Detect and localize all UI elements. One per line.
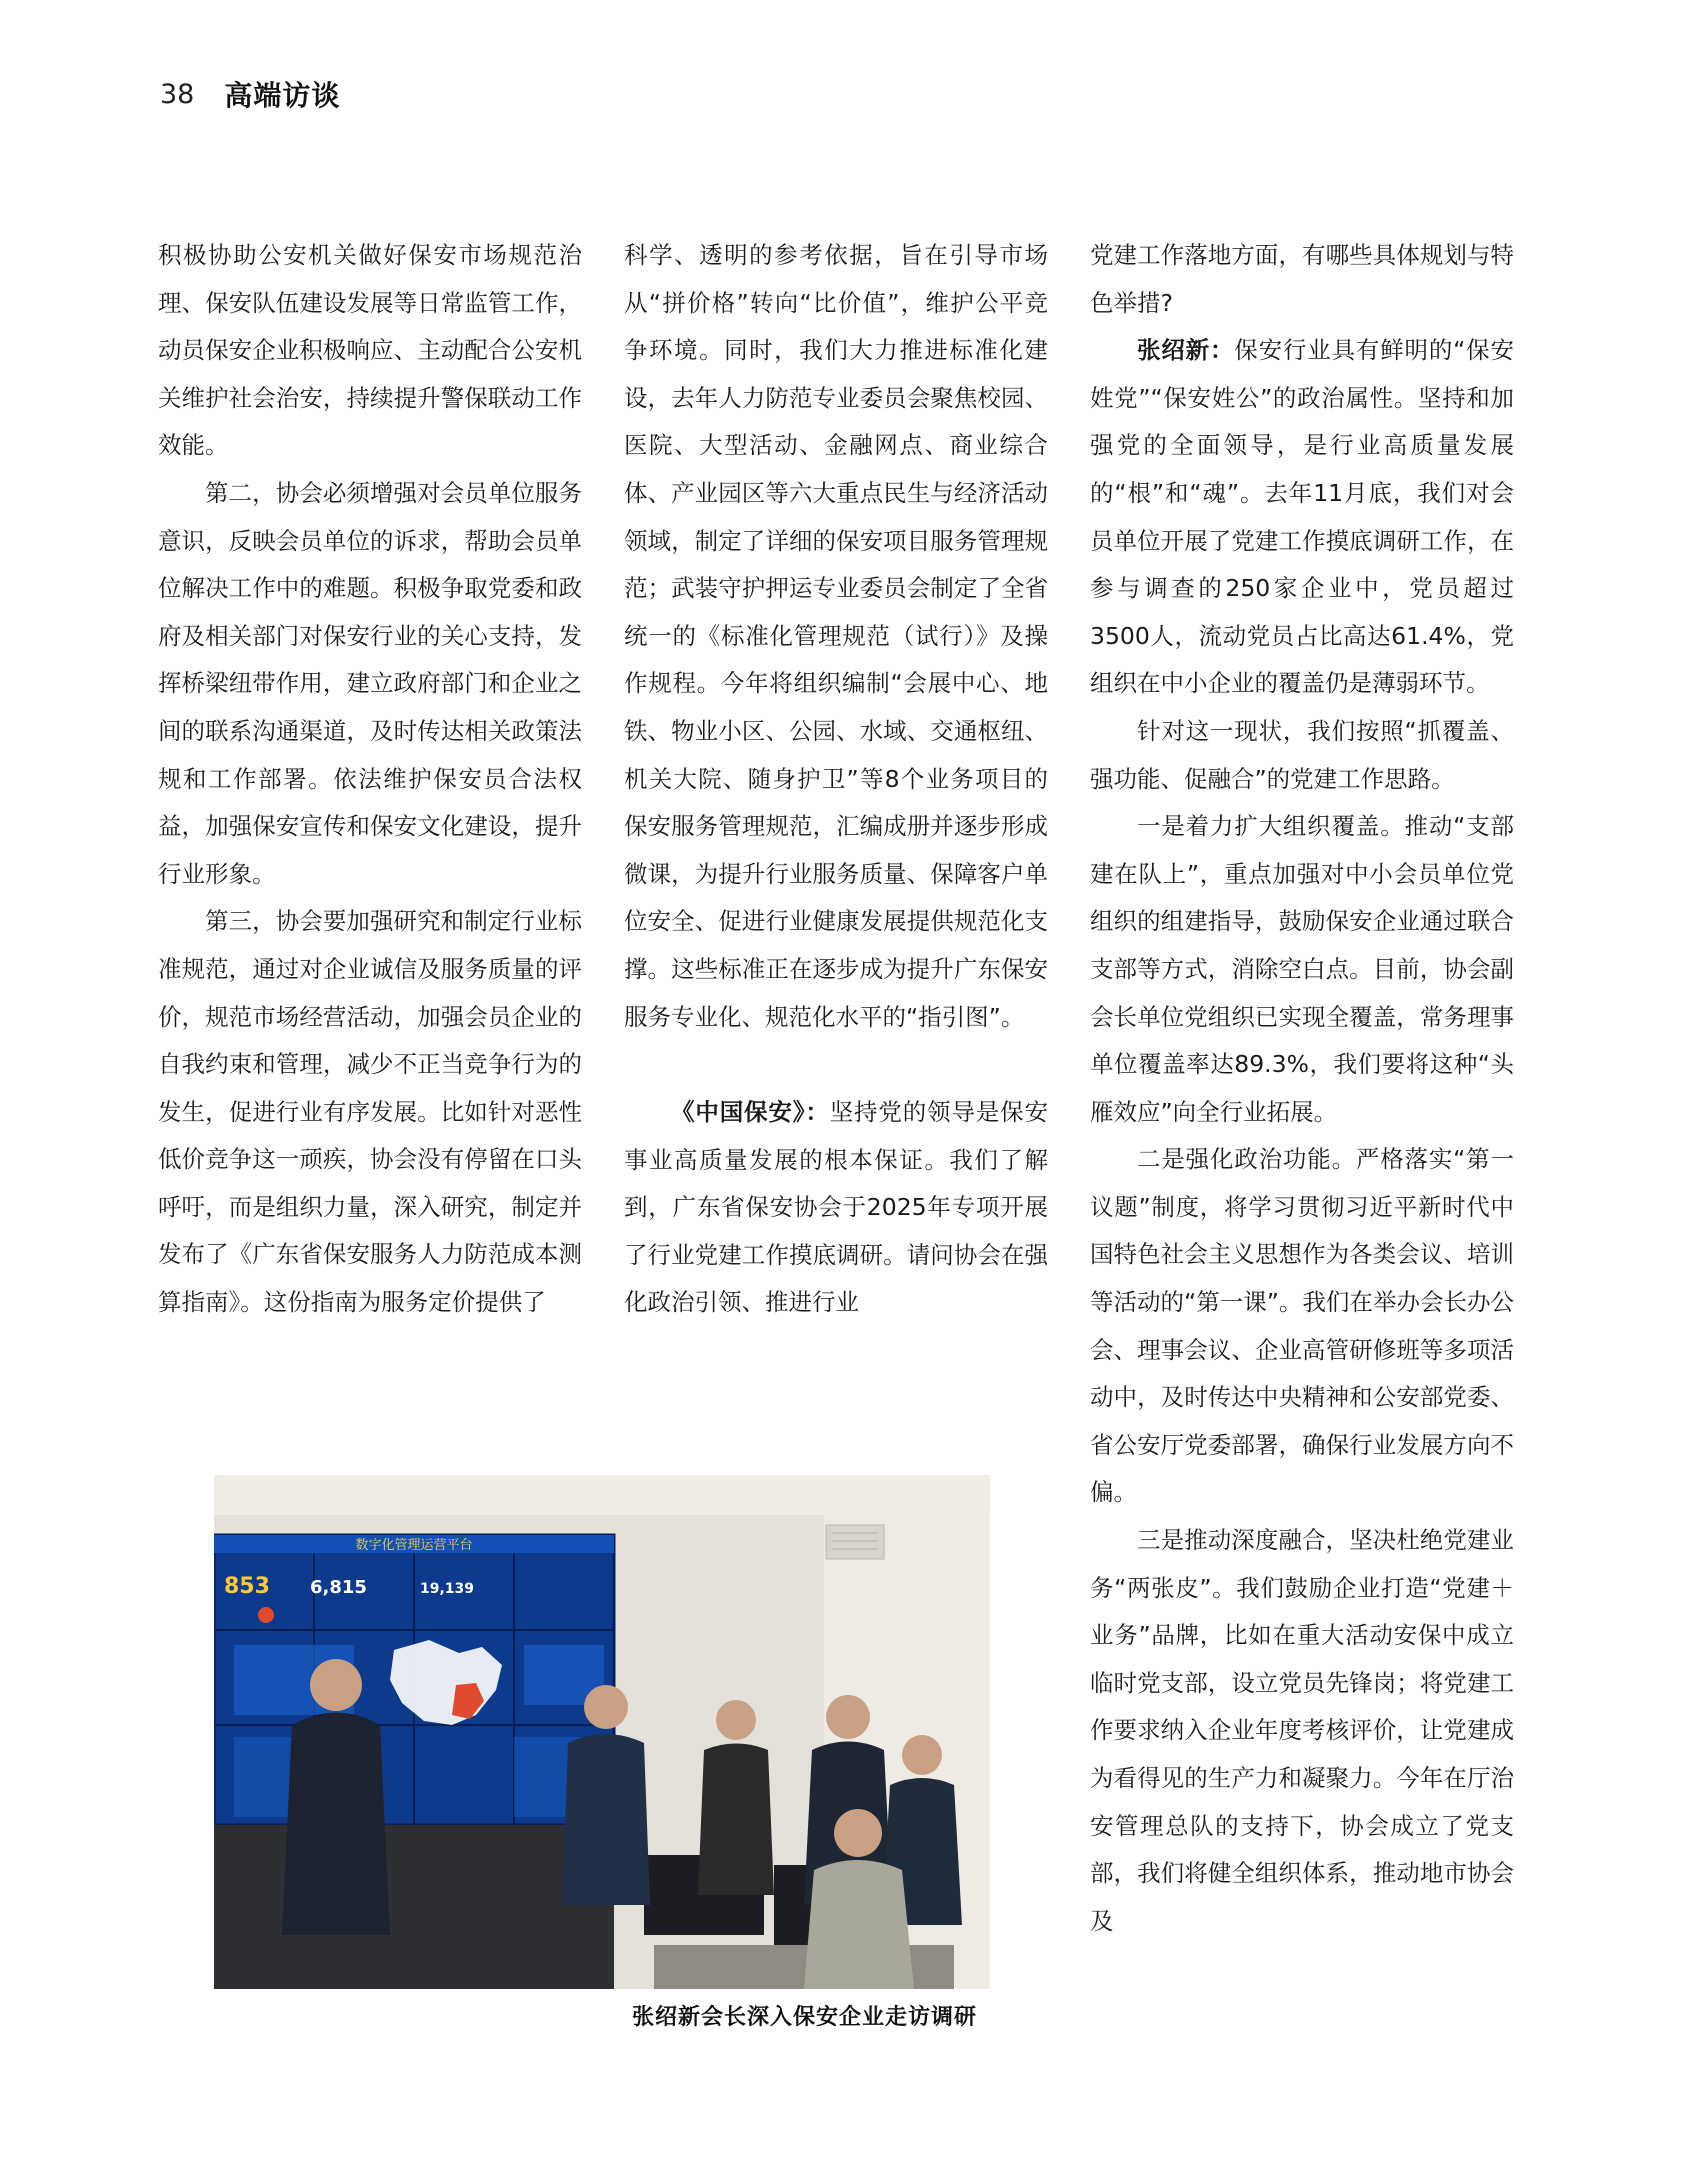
paragraph: 三是推动深度融合，坚决杜绝党建业务“两张皮”。我们鼓励企业打造“党建＋业务”品牌，比如在重大活动安保中成立临时党支部，设立党员先锋岗；将党建工作要求纳入企业年度考核评价，让党建成为看得见的生产力和凝聚力。今年在厅治安管理总队的支持下，协会成立了党支部，我们将健全组织体系，推动地市协会及: [1090, 1526, 1514, 1935]
paragraph: 第二，协会必须增强对会员单位服务意识，反映会员单位的诉求，帮助会员单位解决工作中的难题。积极争取党委和政府及相关部门对保安行业的关心支持，发挥桥梁纽带作用，建立政府部门和企业之间的联系沟通渠道，及时传达相关政策法规和工作部署。依法维护保安员合法权益，加强保安宣传和保安文化建设，提升行业形象。: [158, 478, 582, 888]
ceiling-vent: [826, 1525, 884, 1559]
article-column-1: [158, 232, 582, 1327]
paragraph: 二是强化政治功能。严格落实“第一议题”制度，将学习贯彻习近平新时代中国特色社会主义思想作为各类会议、培训等活动的“第一课”。我们在举办会长办公会、理事会议、企业高管研修班等多项活动中，及时传达中央精神和公安部党委、省公安厅党委部署，确保行业发展方向不偏。: [1090, 1145, 1514, 1507]
section-title: 高端访谈: [224, 79, 341, 112]
paragraph: 第三，协会要加强研究和制定行业标准规范，通过对企业诚信及服务质量的评价，规范市场经营活动，加强会员企业的自我约束和管理，减少不正当竞争行为的发生，促进行业有序发展。比如针对恶性低价竞争这一顽疾，协会没有停留在口头呼吁，而是组织力量，深入研究，制定并发布了《广东省保安服务人力防范成本测算指南》。这份指南为服务定价提供了: [158, 907, 582, 1317]
question-text: 坚持党的领导是保安事业高质量发展的根本保证。我们了解到，广东省保安协会于2025年专项开展了行业党建工作摸底调研。请问协会在强化政治引领、推进行业: [624, 1098, 1049, 1317]
paragraph: 科学、透明的参考依据，旨在引导市场从“拼价格”转向“比价值”，维护公平竞争环境。同时，我们大力推进标准化建设，去年人力防范专业委员会聚焦校园、医院、大型活动、金融网点、商业综合体、产业园区等六大重点民生与经济活动领域，制定了详细的保安项目服务管理规范；武装守护押运专业委员会制定了全省统一的《标准化管理规范（试行）》及操作规程。今年将组织编制“会展中心、地铁、物业小区、公园、水域、交通枢纽、机关大院、随身护卫”等8个业务项目的保安服务管理规范，汇编成册并逐步形成微课，为提升行业服务质量、保障客户单位安全、促进行业健康发展提供规范化支撑。这些标准正在逐步成为提升广东保安服务专业化、规范化水平的“指引图”。: [624, 241, 1048, 1031]
article-photo: [214, 1475, 990, 1989]
article-column-2: [624, 232, 1048, 1327]
screen-number-1: 853: [224, 1574, 270, 1599]
video-wall: [214, 1535, 614, 1825]
paragraph: 积极协助公安机关做好保安市场规范治理、保安队伍建设发展等日常监管工作，动员保安企业积极响应、主动配合公安机关维护社会治安，持续提升警保联动工作效能。: [158, 241, 582, 460]
answer-paragraph: [1090, 327, 1514, 708]
interviewer-label: 《中国保安》：: [671, 1098, 830, 1127]
paragraph: 党建工作落地方面，有哪些具体规划与特色举措?: [1090, 241, 1514, 317]
photo-caption: 张绍新会长深入保安企业走访调研: [632, 2005, 978, 2030]
screen-number-3: 19,139: [420, 1581, 475, 1597]
interviewee-label: 张绍新：: [1137, 336, 1235, 365]
paragraph: 针对这一现状，我们按照“抓覆盖、强功能、促融合”的党建工作思路。: [1090, 716, 1514, 793]
paragraph: 一是着力扩大组织覆盖。推动“支部建在队上”，重点加强对中小会员单位党组织的组建指导，鼓励保安企业通过联合支部等方式，消除空白点。目前，协会副会长单位党组织已实现全覆盖，常务理事单位覆盖率达89.3%，我们要将这种“头雁效应”向全行业拓展。: [1090, 812, 1514, 1126]
page-header: [160, 74, 340, 114]
paragraph-gap: [624, 1041, 1048, 1089]
question-paragraph: [624, 1089, 1048, 1327]
photo-illustration: [214, 1475, 990, 1989]
page-number: 38: [160, 78, 195, 110]
screen-title: 数字化管理运营平台: [355, 1538, 473, 1553]
answer-text: 保安行业具有鲜明的“保安姓党”“保安姓公”的政治属性。坚持和加强党的全面领导，是行业高质量发展的“根”和“魂”。去年11月底，我们对会员单位开展了党建工作摸底调研工作，在参与调查的250家企业中，党员超过3500人，流动党员占比高达61.4%，党组织在中小企业的覆盖仍是薄弱环节。: [1090, 336, 1515, 698]
screen-number-2: 6,815: [310, 1577, 367, 1598]
article-column-3: [1090, 232, 1514, 1945]
